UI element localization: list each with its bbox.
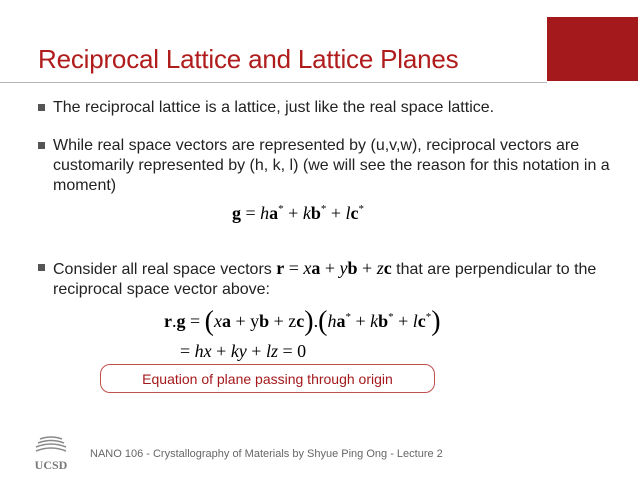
- equation-plane: = hx + ky + lz = 0: [180, 341, 307, 361]
- plane-equation-callout: Equation of plane passing through origin: [100, 364, 435, 393]
- bullet-1-text: The reciprocal lattice is a lattice, just like the real space lattice.: [53, 99, 495, 116]
- bullet-3-text: [53, 258, 613, 300]
- slide-title: Reciprocal Lattice and Lattice Planes: [38, 44, 459, 74]
- bullet-marker: [38, 264, 45, 271]
- bullet-marker: [38, 142, 45, 149]
- svg-text:UCSD: UCSD: [34, 458, 68, 472]
- equation-g: g = ha* + kb* + lc*: [232, 203, 364, 223]
- bullet-marker: [38, 104, 45, 111]
- slide-footer: NANO 106 - Crystallography of Materials by Shyue Ping Ong - Lecture 2: [90, 448, 443, 460]
- equation-r: r = xa + yb + zc: [276, 258, 392, 278]
- title-divider: [0, 82, 547, 83]
- ucsd-logo: [30, 433, 72, 473]
- title-accent-block: [547, 17, 638, 81]
- bullet-2-text: While real space vectors are represented by (u,v,w), reciprocal vectors are customarily represented by (h, k, l) (we will see the reason for this notation in a moment): [53, 137, 610, 194]
- bullet-3-tail: that are perpendicular to the reciprocal space vector above:: [53, 261, 597, 298]
- equation-dot-product: r.g = (xa + yb + zc).(ha* + kb* + lc*): [164, 306, 441, 337]
- bullet-3-lead: Consider all real space vectors: [53, 261, 272, 278]
